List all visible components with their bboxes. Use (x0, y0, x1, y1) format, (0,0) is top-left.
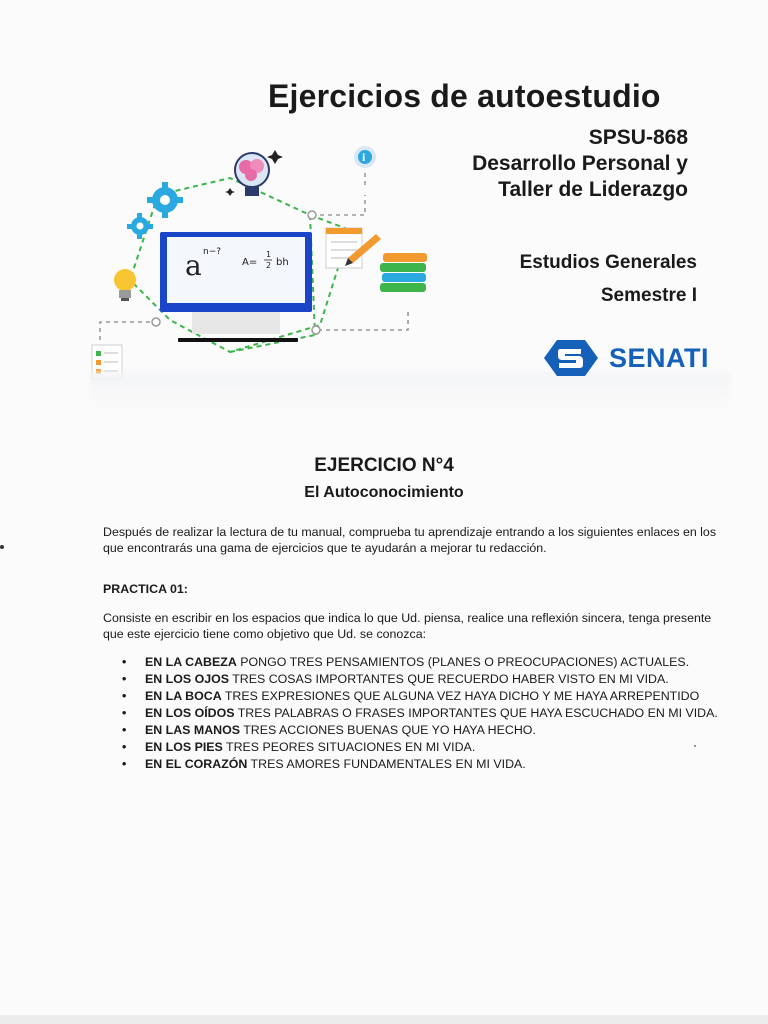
list-item-key: EN LOS OÍDOS (145, 706, 235, 720)
list-item-text: TRES EXPRESIONES QUE ALGUNA VEZ HAYA DICHO Y ME HAYA ARREPENTIDO (221, 689, 700, 703)
monitor-icon (160, 232, 312, 342)
list-item-key: EN LOS PIES (145, 740, 223, 754)
senati-logo (543, 338, 709, 378)
list-item (122, 672, 722, 688)
formula-den: 2 (266, 261, 272, 270)
formula-num: 1 (266, 250, 272, 259)
senati-logo-icon (543, 338, 599, 378)
list-item-key: EN LAS MANOS (145, 723, 240, 737)
list-item-key: EN EL CORAZÓN (145, 757, 248, 771)
scan-speck (694, 745, 696, 747)
school-name: Estudios Generales (519, 252, 697, 273)
list-item-key: EN LA CABEZA (145, 655, 237, 669)
svg-text:i: i (362, 153, 366, 164)
info-pin-icon (354, 146, 376, 168)
list-item (122, 655, 722, 671)
list-item (122, 706, 722, 722)
list-item-text: TRES AMORES FUNDAMENTALES EN MI VIDA. (247, 757, 526, 771)
course-name-line1: Desarrollo Personal y (472, 152, 688, 175)
books-icon (380, 253, 427, 292)
course-code: SPSU-868 (588, 126, 688, 149)
practice-label: PRACTICA 01: (103, 582, 188, 596)
lightbulb-icon (114, 269, 136, 301)
list-item-key: EN LOS OJOS (145, 672, 229, 686)
notepad-pencil-icon (326, 228, 381, 268)
exercise-subtitle: El Autoconocimiento (304, 484, 464, 501)
course-name-line2: Taller de Liderazgo (498, 178, 688, 201)
instructions-paragraph: Consiste en escribir en los espacios que indica lo que Ud. piensa, realice una reflexión sincera, tenga presente que este ejercicio tiene como objetivo que Ud. se conozca: (103, 611, 712, 641)
intro-paragraph: Después de realizar la lectura de tu manual, comprueba tu aprendizaje entrando a los siguientes enlaces en los que encontrarás una gama de ejercicios que te ayudarán a mejorar tu redacción. (103, 525, 717, 555)
formula-a: a (185, 249, 202, 282)
page-title: Ejercicios de autoestudio (268, 78, 661, 114)
exercise-title: EJERCICIO N°4 (314, 455, 454, 476)
list-item-text: TRES PEORES SITUACIONES EN MI VIDA. (222, 740, 476, 754)
reflection-list (122, 655, 722, 774)
formula-lhs: A= (242, 257, 258, 268)
senati-logo-text: SENATI (609, 342, 710, 373)
formula-exp: n−? (203, 247, 222, 257)
list-item-text: PONGO TRES PENSAMIENTOS (PLANES O PREOCUPACIONES) ACTUALES. (236, 655, 690, 669)
list-item (122, 757, 722, 773)
list-item-text: TRES ACCIONES BUENAS QUE YO HAYA HECHO. (240, 723, 536, 737)
scan-speck (0, 545, 4, 549)
list-item (122, 689, 722, 705)
list-item-key: EN LA BOCA (145, 689, 222, 703)
list-item (122, 723, 722, 739)
brain-bulb-icon (225, 150, 283, 196)
semester-label: Semestre I (600, 285, 697, 306)
list-item-text: TRES PALABRAS O FRASES IMPORTANTES QUE HAYA ESCUCHADO EN MI VIDA. (234, 706, 718, 720)
scan-edge (0, 1015, 768, 1024)
list-item-text: TRES COSAS IMPORTANTES QUE RECUERDO HABER VISTO EN MI VIDA. (229, 672, 669, 686)
list-item (122, 740, 722, 756)
course-block (472, 125, 688, 203)
gear-icon (131, 187, 178, 235)
header-illustration (80, 140, 440, 390)
formula-rest: bh (276, 257, 289, 268)
